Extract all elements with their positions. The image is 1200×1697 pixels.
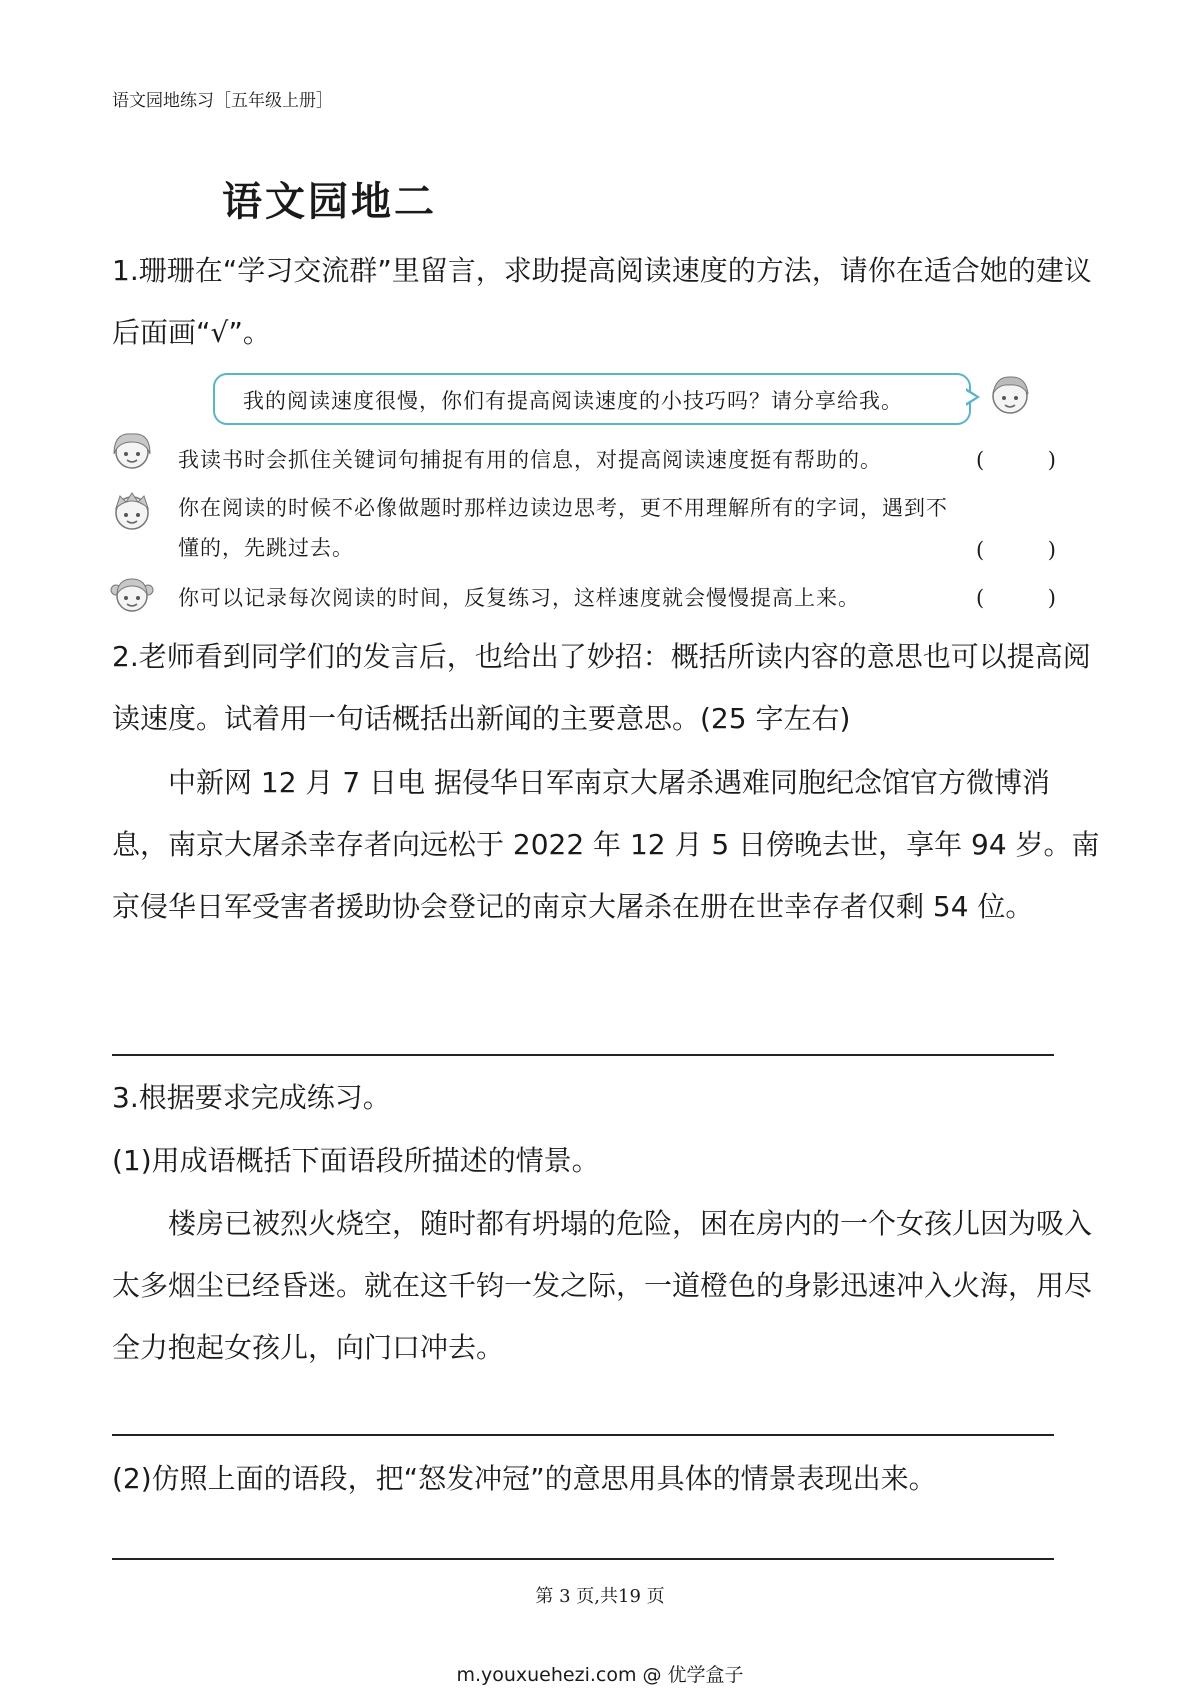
q2-news-passage: 中新网 12 月 7 日电 据侵华日军南京大屠杀遇难同胞纪念馆官方微博消息，南京大屠杀幸存者向远松于 2022 年 12 月 5 日傍晚去世，享年 94 岁。南京侵华日军受害者援助协会登记的南京大屠杀在册在世幸存者仅剩 54 位。	[112, 766, 1100, 923]
q2-answer-line[interactable]	[112, 1054, 1054, 1056]
option-3-answer-box[interactable]: ( )	[976, 586, 1056, 610]
option-1-text: 我读书时会抓住关键词句捕捉有用的信息，对提高阅读速度挺有帮助的。	[178, 448, 882, 472]
option-1-answer-box[interactable]: ( )	[976, 448, 1056, 472]
boy-avatar-icon	[110, 488, 154, 538]
q3-sub2-prompt: (2)仿照上面的语段，把“怒发冲冠”的意思用具体的情景表现出来。	[112, 1462, 937, 1495]
page-title: 语文园地二	[222, 179, 437, 225]
girl-avatar-icon	[110, 428, 154, 478]
q3-prompt: 3.根据要求完成练习。	[112, 1081, 391, 1114]
q3-sub2-answer-line[interactable]	[112, 1558, 1054, 1560]
site-watermark: m.youxuehezi.com @ 优学盒子	[456, 1664, 744, 1686]
page-number: 第 3 页,共19 页	[535, 1586, 665, 1607]
q3-sub1-prompt: (1)用成语概括下面语段所描述的情景。	[112, 1144, 600, 1177]
option-2-answer-box[interactable]: ( )	[976, 538, 1056, 562]
option-3-text: 你可以记录每次阅读的时间，反复练习，这样速度就会慢慢提高上来。	[178, 586, 860, 610]
page-header: 语文园地练习［五年级上册］	[112, 91, 333, 111]
speech-bubble: 我的阅读速度很慢，你们有提高阅读速度的小技巧吗？请分享给我。	[213, 373, 971, 425]
girl-pigtails-avatar-icon	[110, 570, 154, 620]
q2-prompt: 2.老师看到同学们的发言后，也给出了妙招：概括所读内容的意思也可以提高阅读速度。试着用一句话概括出新闻的主要意思。(25 字左右)	[112, 640, 1091, 735]
option-2-text: 你在阅读的时候不必像做题时那样边读边思考，更不用理解所有的字词，遇到不懂的，先跳过去。	[178, 496, 948, 560]
girl-speaker-avatar-icon	[988, 372, 1032, 422]
q3-passage: 楼房已被烈火烧空，随时都有坍塌的危险，困在房内的一个女孩儿因为吸入太多烟尘已经昏迷。就在这千钧一发之际，一道橙色的身影迅速冲入火海，用尽全力抱起女孩儿，向门口冲去。	[112, 1207, 1093, 1364]
q3-sub1-answer-line[interactable]	[112, 1434, 1054, 1436]
q1-prompt: 1.珊珊在“学习交流群”里留言，求助提高阅读速度的方法，请你在适合她的建议后面画“√”。	[112, 254, 1092, 349]
